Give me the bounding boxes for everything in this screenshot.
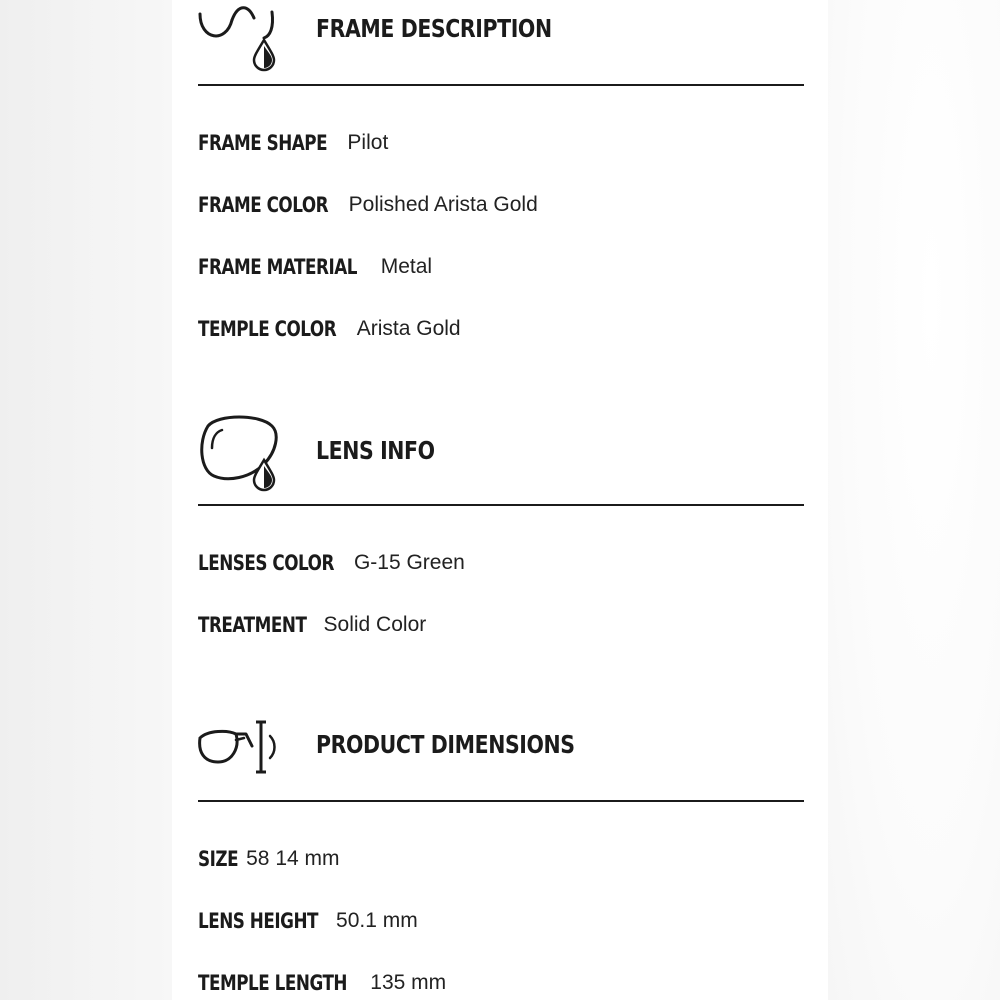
attribute-value: 58 14 mm [246, 847, 340, 870]
section-header [198, 0, 804, 86]
attribute-value: Pilot [347, 131, 389, 154]
attribute-row [198, 548, 465, 578]
section-title: FRAME DESCRIPTION [316, 14, 552, 43]
attribute-value: Metal [380, 255, 433, 278]
attribute-label: FRAME MATERIAL [198, 255, 357, 279]
attribute-value: Solid Color [323, 613, 427, 636]
attribute-row [198, 190, 538, 220]
attribute-label: FRAME SHAPE [198, 131, 328, 155]
attribute-value: Polished Arista Gold [348, 193, 538, 216]
attribute-label: LENS HEIGHT [198, 909, 319, 933]
attribute-value: 50.1 mm [336, 909, 418, 932]
attribute-row [198, 128, 388, 158]
section-header [198, 420, 804, 506]
lens-info-section [198, 420, 804, 637]
attribute-row [198, 252, 432, 282]
attribute-label: TREATMENT [198, 613, 307, 637]
frame-description-section [198, 0, 804, 341]
frame-drop-icon [198, 0, 280, 84]
attribute-value: 135 mm [370, 971, 447, 994]
section-title: LENS INFO [316, 436, 435, 465]
attribute-row [198, 968, 446, 998]
attribute-row [198, 314, 461, 344]
attribute-label: TEMPLE COLOR [198, 317, 337, 341]
section-title: PRODUCT DIMENSIONS [316, 730, 575, 759]
attribute-value: Arista Gold [356, 317, 461, 340]
attribute-row [198, 906, 418, 936]
attribute-label: TEMPLE LENGTH [198, 971, 348, 995]
attribute-label: FRAME COLOR [198, 193, 329, 217]
attribute-value: G-15 Green [353, 551, 465, 574]
lens-drop-icon [198, 412, 280, 496]
attribute-row [198, 844, 340, 874]
page-background-left [0, 0, 172, 1000]
product-dimensions-section [198, 716, 804, 995]
attribute-row [198, 610, 426, 640]
page-background-right [828, 0, 1000, 1000]
section-header [198, 716, 804, 802]
attribute-label: SIZE [198, 847, 239, 871]
glasses-ruler-icon [198, 716, 280, 800]
attribute-label: LENSES COLOR [198, 551, 334, 575]
